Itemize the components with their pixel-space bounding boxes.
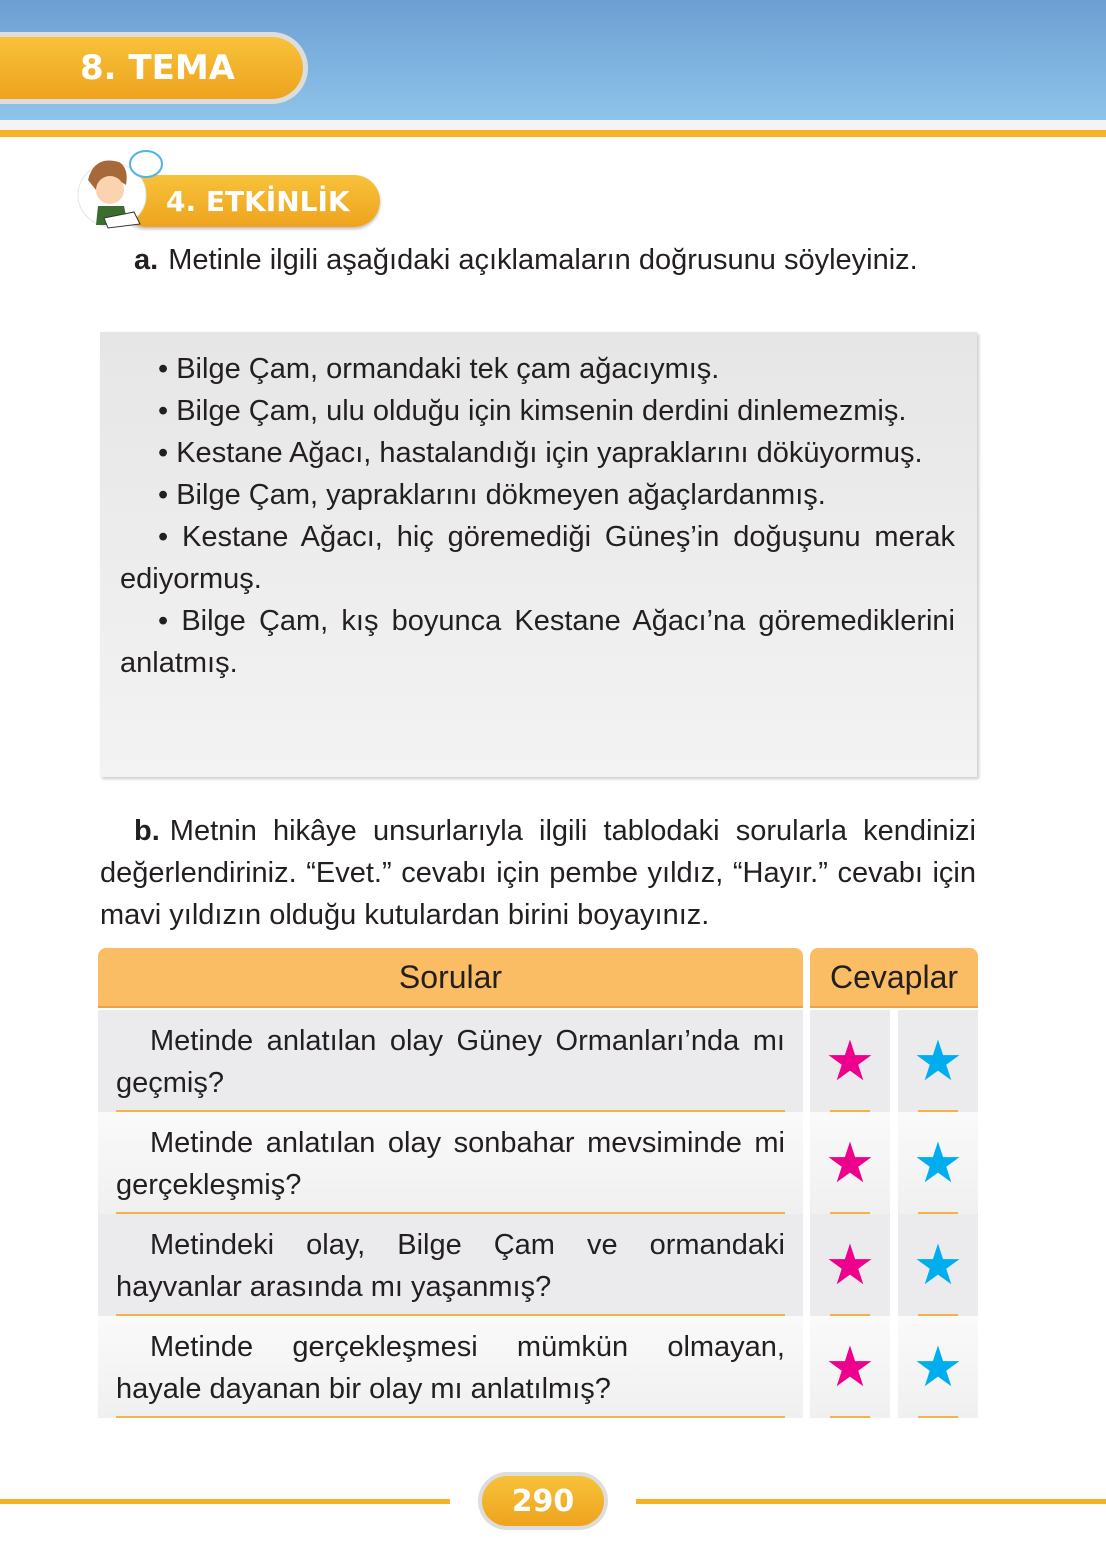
page-number: 290 bbox=[482, 1476, 604, 1526]
page-number-badge bbox=[478, 1472, 608, 1530]
blue-star-no[interactable]: ★ bbox=[898, 1214, 978, 1316]
header-strip bbox=[0, 120, 1106, 130]
statement: • Bilge Çam, ulu olduğu için kimsenin derdini dinlemezmiş. bbox=[158, 395, 907, 427]
statement: • Bilge Çam, kış boyunca Kestane Ağacı’na göremediklerini anlatmış. bbox=[120, 605, 955, 679]
table-row bbox=[98, 1112, 978, 1214]
blue-star-no[interactable]: ★ bbox=[898, 1010, 978, 1112]
part-b-text: Metnin hikâye unsurlarıyla ilgili tablodaki sorularla kendinizi değerlendiriniz. “Evet.” cevabı için pembe yıldız, “Hayır.” cevabı için mavi yıldızın olduğu kutulardan birini boyayınız. bbox=[100, 815, 976, 931]
question: Metinde anlatılan olay Güney Ormanları’nda mı geçmiş? bbox=[98, 1010, 803, 1112]
part-a-letter: a. bbox=[134, 244, 159, 276]
girl-mascot-icon bbox=[74, 150, 164, 230]
pink-star-yes[interactable]: ★ bbox=[810, 1010, 890, 1112]
statement: • Bilge Çam, ormandaki tek çam ağacıymış. bbox=[158, 353, 720, 385]
part-b-instruction bbox=[100, 810, 976, 936]
statements-box bbox=[100, 332, 977, 777]
table-row bbox=[98, 1214, 978, 1316]
statement: • Kestane Ağacı, hastalandığı için yapraklarını döküyormuş. bbox=[158, 437, 923, 469]
question: Metinde anlatılan olay sonbahar mevsiminde mi gerçekleşmiş? bbox=[98, 1112, 803, 1214]
table-row bbox=[98, 1010, 978, 1112]
table-row bbox=[98, 1316, 978, 1418]
theme-label: 8. TEMA bbox=[0, 37, 303, 99]
pink-star-yes[interactable]: ★ bbox=[810, 1214, 890, 1316]
header-divider bbox=[0, 130, 1106, 137]
part-a-instruction bbox=[100, 239, 976, 281]
theme-badge bbox=[0, 32, 308, 104]
pink-star-yes[interactable]: ★ bbox=[810, 1112, 890, 1214]
question: Metinde gerçekleşmesi mümkün olmayan, hayale dayanan bir olay mı anlatılmış? bbox=[98, 1316, 803, 1418]
footer-line-right bbox=[636, 1499, 1106, 1504]
part-a-text: Metinle ilgili aşağıdaki açıklamaların doğrusunu söyleyiniz. bbox=[168, 244, 918, 276]
statement: • Bilge Çam, yapraklarını dökmeyen ağaçlardanmış. bbox=[158, 479, 826, 511]
header-questions: Sorular bbox=[98, 948, 803, 1008]
blue-star-no[interactable]: ★ bbox=[898, 1316, 978, 1418]
activity-title: 4. ETKİNLİK bbox=[166, 184, 350, 218]
part-b-letter: b. bbox=[134, 815, 160, 847]
header-answers: Cevaplar bbox=[810, 948, 978, 1008]
question: Metindeki olay, Bilge Çam ve ormandaki hayvanlar arasında mı yaşanmış? bbox=[98, 1214, 803, 1316]
footer-line-left bbox=[0, 1499, 450, 1504]
pink-star-yes[interactable]: ★ bbox=[810, 1316, 890, 1418]
statement: • Kestane Ağacı, hiç göremediği Güneş’in doğuşunu merak ediyormuş. bbox=[120, 521, 955, 595]
blue-star-no[interactable]: ★ bbox=[898, 1112, 978, 1214]
